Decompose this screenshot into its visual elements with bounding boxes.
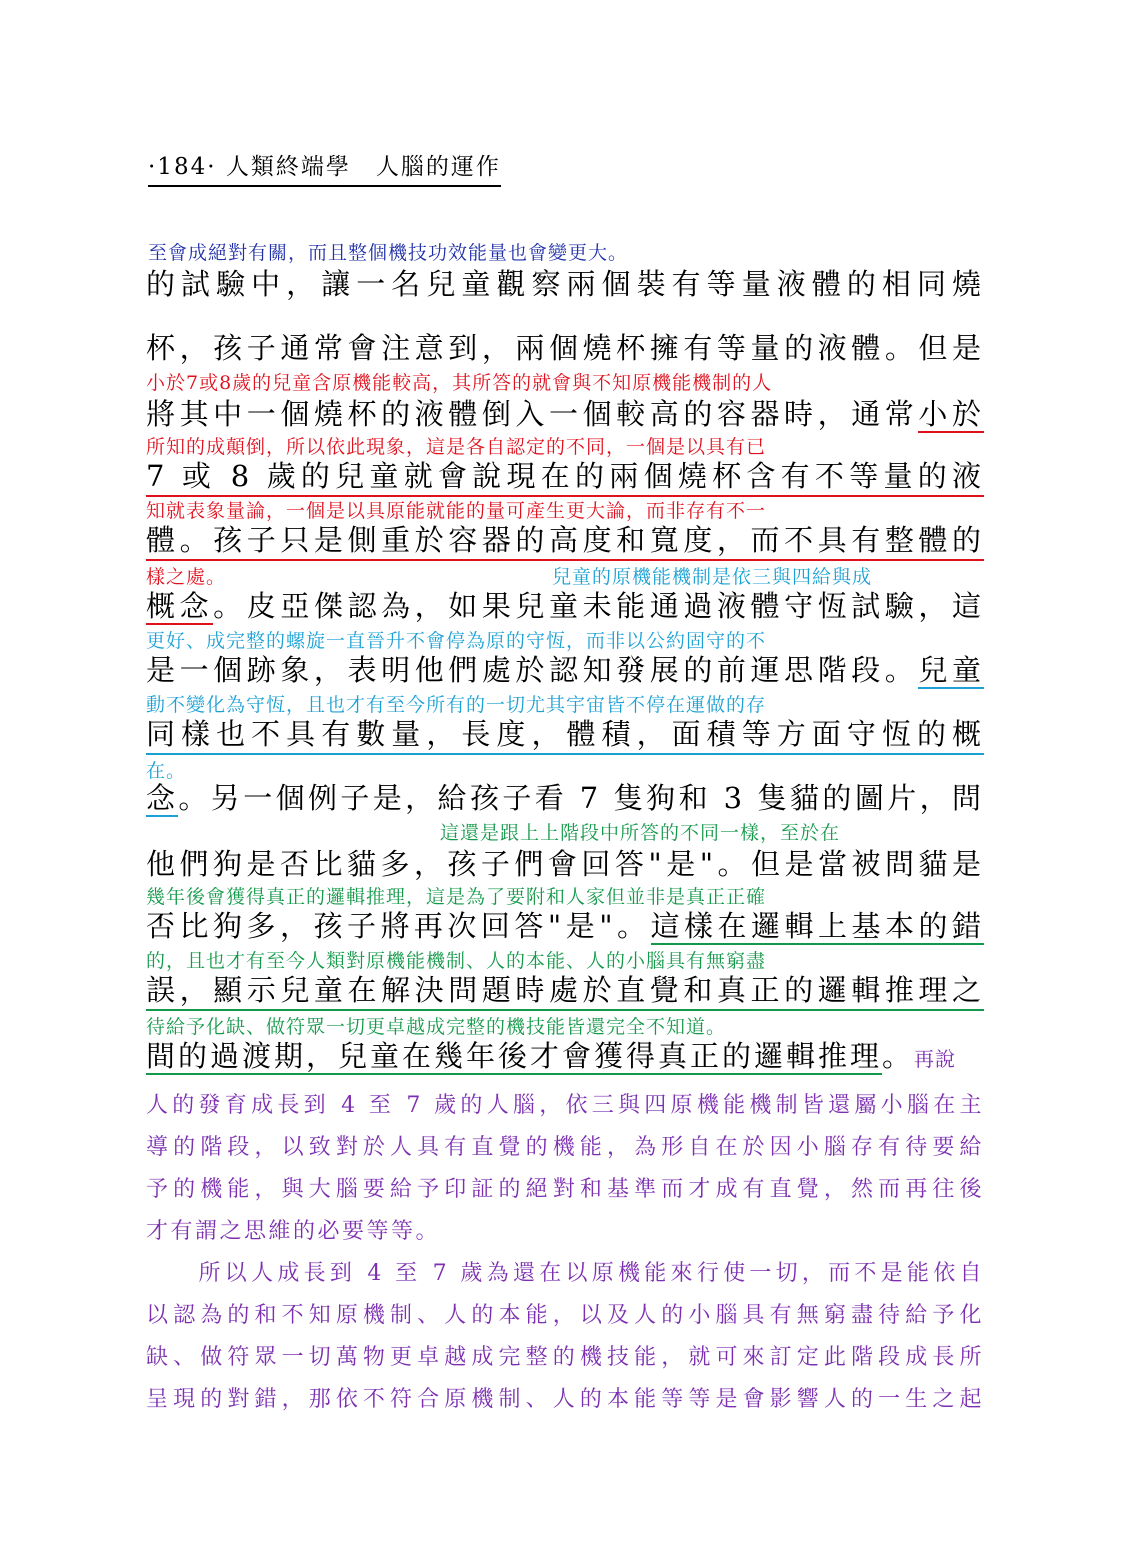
main-text-segment: 。另一個例子是，給孩子看 7 隻狗和 3 隻貓的圖片，問: [178, 781, 984, 815]
paragraph-line: 所以人成長到 4 至 7 歲為還在以原機能來行使一切，而不是能依自: [146, 1261, 984, 1286]
main-text-line: [146, 648, 984, 689]
main-text-segment: 是一個跡象，表明他們處於認知發展的前運思階段。: [146, 653, 919, 687]
main-text-line: 同樣也不具有數量，長度，體積，面積等方面守恆的概: [146, 712, 984, 755]
main-text-line: [146, 392, 984, 433]
main-text-line: 的試驗中，讓一名兒童觀察兩個裝有等量液體的相同燒: [146, 267, 984, 301]
annotation-line: 更好、成完整的螺旋一直晉升不會停為原的守恆，而非以公約固守的不: [146, 630, 767, 652]
annotation-line: 至會成絕對有關，而且整個機技功效能量也會變更大。: [148, 242, 629, 264]
paragraph-line: 予的機能，與大腦要給予印証的絕對和基準而才成有直覺，然而再往後: [146, 1177, 984, 1202]
annotation-line: 這還是跟上上階段中所答的不同一樣，至於在: [440, 822, 841, 844]
annotation-line: 樣之處。: [146, 566, 227, 588]
paragraph-line: 人的發育成長到 4 至 7 歲的人腦，依三與四原機能機制皆還屬小腦在主: [146, 1093, 984, 1118]
main-text-line: 7 或 8 歲的兒童就會說現在的兩個燒杯含有不等量的液: [146, 454, 984, 497]
annotation-line: 小於7或8歲的兒童含原機能較高，其所答的就會與不知原機能機制的人: [146, 372, 773, 394]
annotation-line: 兒童的原機能機制是依三與四給與成: [552, 566, 873, 588]
main-text-line: 誤，顯示兒童在解決問題時處於直覺和真正的邏輯推理之: [146, 968, 984, 1011]
underlined-segment: 間的過渡期，兒童在幾年後才會獲得真正的邏輯推理: [146, 1039, 883, 1073]
underlined-segment: 概念: [146, 589, 214, 623]
main-text-segment: 。: [882, 1039, 915, 1073]
underlined-segment: 念: [146, 781, 179, 815]
main-text-segment: 將其中一個燒杯的液體倒入一個較高的容器時，通常: [146, 397, 919, 431]
underlined-segment: 兒童: [918, 653, 984, 687]
annotation-line: 待給予化缺、做符眾一切更卓越成完整的機技能皆還完全不知道。: [146, 1016, 727, 1038]
inline-annotation: 再說: [914, 1047, 957, 1071]
main-text-line: 他們狗是否比貓多，孩子們會回答"是"。但是當被問貓是: [146, 847, 984, 881]
main-text-line: [146, 776, 984, 817]
main-text-line: 杯，孩子通常會注意到，兩個燒杯擁有等量的液體。但是: [146, 331, 984, 365]
page-header: ·184· 人類終端學 人腦的運作: [148, 148, 501, 187]
annotation-line: 知就表象量論，一個是以具原能就能的量可產生更大論，而非存有不一: [146, 500, 767, 522]
main-text-line: [146, 1034, 956, 1075]
paragraph-line: 呈現的對錯，那依不符合原機制、人的本能等等是會影響人的一生之起: [146, 1387, 984, 1412]
paragraph-line: 導的階段，以致對於人具有直覺的機能，為形自在於因小腦存有待要給: [146, 1135, 984, 1160]
annotation-line: 在。: [146, 760, 187, 782]
underlined-segment: 小於: [918, 397, 984, 431]
main-text-line: [146, 904, 984, 945]
paragraph-line: 以認為的和不知原機制、人的本能，以及人的小腦具有無窮盡待給予化: [146, 1303, 984, 1328]
annotation-line: 的，且也才有至今人類對原機能機制、人的本能、人的小腦具有無窮盡: [146, 950, 767, 972]
main-text-segment: 否比狗多，孩子將再次回答"是"。: [146, 909, 651, 943]
underlined-segment: 這樣在邏輯上基本的錯: [650, 909, 984, 943]
main-text-line: 體。孩子只是側重於容器的高度和寬度，而不具有整體的: [146, 518, 984, 561]
paragraph-line: 才有謂之思維的必要等等。: [146, 1219, 441, 1244]
main-text-segment: 。皮亞傑認為，如果兒童未能通過液體守恆試驗，這: [213, 589, 984, 623]
main-text-line: [146, 584, 984, 625]
paragraph-line: 缺、做符眾一切萬物更卓越成完整的機技能，就可來訂定此階段成長所: [146, 1345, 984, 1370]
annotation-line: 所知的成顛倒，所以依此現象，這是各自認定的不同，一個是以具有已: [146, 436, 767, 458]
annotation-line: 幾年後會獲得真正的邏輯推理，這是為了要附和人家但並非是真正正確: [146, 886, 767, 908]
annotation-line: 動不變化為守恆，且也才有至今所有的一切尤其宇宙皆不停在運做的存: [146, 694, 767, 716]
